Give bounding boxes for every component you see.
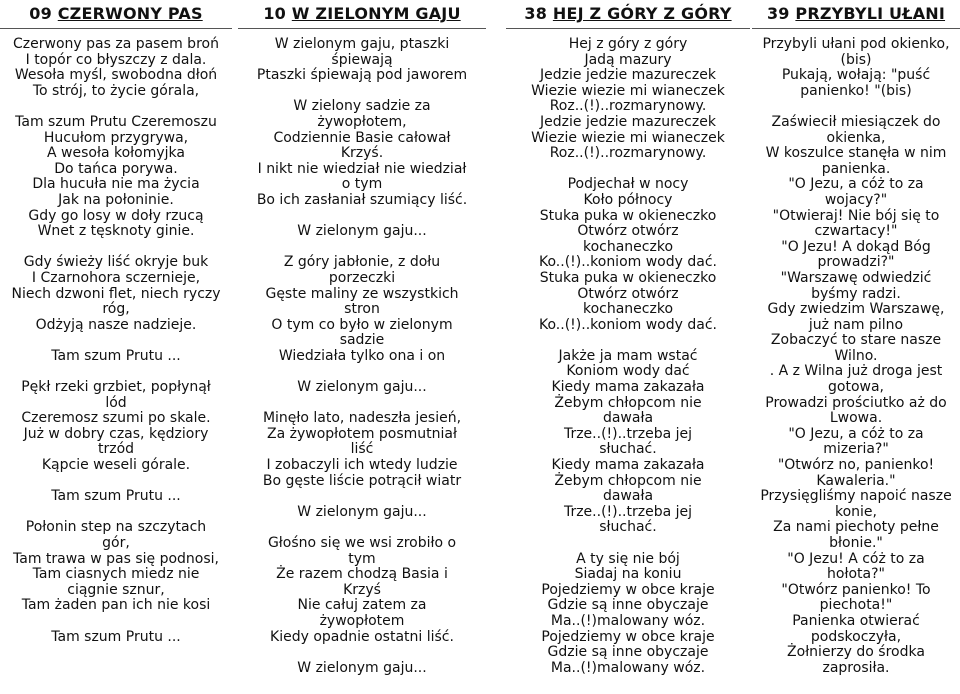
- lyric-line: Żołnierzy do środka: [787, 644, 925, 661]
- lyric-line: Pękł rzeki grzbiet, popłynął: [21, 379, 211, 396]
- lyric-line: A wesoła kołomyjka: [47, 145, 185, 162]
- lyric-line: "O Jezu, a cóż to za: [788, 176, 924, 193]
- lyric-line: panienka.: [821, 160, 891, 177]
- lyric-line: Czeremosz szumi po skale.: [21, 410, 211, 427]
- lyric-line: Tam szum Prutu Czeremoszu: [15, 113, 217, 130]
- lyric-line: Kiedy opadnie ostatni liść.: [270, 628, 454, 645]
- lyric-line: Wiedziała tylko ona i on: [278, 347, 446, 364]
- song-lyrics: [506, 37, 750, 676]
- lyric-line: Kiedy mama zakazała: [551, 379, 705, 396]
- lyric-line: panienko! "(bis): [800, 82, 912, 99]
- lyric-line: Gdzie są inne obyczaje: [547, 644, 709, 661]
- lyric-line: "Warszawę odwiedzić: [780, 269, 932, 286]
- song-number: 39: [766, 4, 790, 23]
- lyric-line: Wiezie wiezie mi wianeczek: [531, 129, 725, 146]
- lyric-line: Ko..(!)..koniom wody dać.: [539, 316, 717, 333]
- lyric-line: sadzie: [339, 332, 385, 349]
- lyric-line: tym: [348, 550, 376, 567]
- lyric-line: Koniom wody dać: [566, 363, 690, 380]
- stanza: [0, 489, 232, 505]
- stanza: [0, 520, 232, 614]
- lyric-line: czwartacy!": [814, 223, 898, 240]
- stanza: [0, 37, 232, 99]
- lyric-line: Pojedziemy w obce kraje: [541, 628, 715, 645]
- lyric-line: W zielonym gaju...: [297, 379, 427, 396]
- stanza: [238, 255, 486, 364]
- lyric-line: Żebym chłopcom nie: [554, 472, 702, 489]
- lyric-line: żywopłotem,: [317, 113, 407, 130]
- song-title: W ZIELONYM GAJU: [291, 4, 461, 23]
- lyric-line: lód: [105, 394, 127, 411]
- lyric-line: gotowa,: [828, 379, 884, 396]
- song-number: 10: [263, 4, 287, 23]
- stanza: [506, 552, 750, 677]
- stanza: [238, 536, 486, 645]
- lyric-line: Za nami piechoty pełne: [773, 519, 939, 536]
- lyric-line: Hej z góry z góry: [568, 36, 688, 52]
- lyric-line: Już w dobry czas, kędziory: [23, 425, 209, 442]
- stanza: [752, 37, 960, 99]
- stanza: [0, 255, 232, 333]
- lyric-line: Prowadzi prościutko aż do: [765, 394, 947, 411]
- lyric-line: Trze..(!)..trzeba jej: [563, 425, 693, 442]
- lyric-line: dawała: [602, 410, 654, 427]
- lyric-line: Otwórz otwórz: [577, 223, 679, 240]
- lyric-line: W koszulce stanęła w nim: [765, 145, 947, 162]
- song-heading: [238, 0, 486, 27]
- lyric-line: A ty się nie bój: [576, 550, 680, 567]
- stanza: [506, 37, 750, 162]
- lyric-line: Zobaczyć to stare nasze: [770, 332, 942, 349]
- lyric-line: kochaneczko: [582, 238, 674, 255]
- lyric-line: błonie.": [829, 535, 883, 551]
- lyric-line: Bo ich zasłaniał szumiący liść.: [256, 191, 468, 208]
- heading-divider: [506, 28, 750, 29]
- heading-divider: [238, 28, 486, 29]
- lyric-line: Odżyją nasze nadzieje.: [35, 316, 197, 333]
- stanza: [238, 224, 486, 240]
- lyric-line: o tym: [341, 176, 383, 193]
- song-lyrics: [238, 37, 486, 676]
- lyric-line: Dla hucuła nie ma życia: [32, 176, 200, 193]
- lyric-line: porzeczki: [328, 269, 396, 286]
- song-column-10: [238, 0, 486, 694]
- lyric-line: okienka,: [826, 129, 886, 146]
- stanza: [238, 505, 486, 521]
- heading-divider: [752, 28, 960, 29]
- lyric-line: Jak na połoninie.: [58, 191, 174, 208]
- lyric-line: Gdzie są inne obyczaje: [547, 597, 709, 614]
- lyric-line: Roz..(!)..rozmarynowy.: [549, 98, 707, 115]
- lyric-line: Jedzie jedzie mazureczek: [540, 67, 716, 84]
- lyric-line: Gdy go losy w doły rzucą: [28, 207, 204, 224]
- lyric-line: słuchać.: [599, 519, 657, 536]
- lyric-line: Tam szum Prutu ...: [51, 347, 181, 364]
- stanza: [0, 115, 232, 240]
- lyric-line: dawała: [602, 488, 654, 505]
- stanza: [506, 177, 750, 333]
- lyric-line: Żebym chłopcom nie: [554, 394, 702, 411]
- lyric-line: żywopłotem: [319, 612, 405, 629]
- stanza: [238, 380, 486, 396]
- lyric-line: W zielony sadzie za: [293, 98, 431, 115]
- lyric-line: "Otwieraj! Nie bój się to: [772, 207, 940, 224]
- lyric-line: gór,: [102, 535, 130, 551]
- lyric-line: Tam trawa w pas się podnosi,: [13, 550, 219, 567]
- song-lyrics: [0, 37, 232, 645]
- stanza: [238, 411, 486, 489]
- lyric-line: Zaświecił miesiączek do: [771, 113, 941, 130]
- lyric-line: byśmy radzi.: [811, 285, 901, 302]
- lyric-line: Ma..(!)malowany wóz.: [550, 612, 706, 629]
- lyric-line: Roz..(!)..rozmarynowy.: [549, 145, 707, 162]
- lyric-line: Stuka puka w okieneczko: [539, 207, 717, 224]
- lyric-line: Jakże ja mam wstać: [558, 347, 698, 364]
- stanza: [238, 661, 486, 677]
- lyric-line: hołota?": [827, 566, 885, 583]
- lyric-line: W zielonym gaju...: [297, 659, 427, 676]
- lyric-line: W zielonym gaju...: [297, 223, 427, 240]
- lyric-line: O tym co było w zielonym: [271, 316, 453, 333]
- song-heading: [0, 0, 232, 27]
- lyric-line: W zielonym gaju...: [297, 503, 427, 520]
- lyric-line: Przysięgliśmy napoić nasze: [760, 488, 952, 505]
- heading-divider: [0, 28, 232, 29]
- lyric-line: Krzyś: [343, 581, 381, 598]
- lyric-line: (bis): [840, 51, 872, 68]
- lyric-line: śpiewają: [331, 51, 393, 68]
- lyric-line: Wnet z tęsknoty ginie.: [37, 223, 195, 240]
- lyric-line: Wesoła myśl, swobodna dłoń: [14, 67, 218, 84]
- lyric-line: Ko..(!)..koniom wody dać.: [539, 254, 717, 271]
- lyric-line: Głośno się we wsi zrobiło o: [267, 535, 457, 551]
- lyric-line: Nie całuj zatem za: [297, 597, 427, 614]
- lyric-line: konie,: [835, 503, 877, 520]
- lyric-line: "Otwórz panienko! To: [781, 581, 931, 598]
- song-title: HEJ Z GÓRY Z GÓRY: [552, 4, 732, 23]
- song-heading: [752, 0, 960, 27]
- song-heading: [506, 0, 750, 27]
- lyric-line: Jedzie jedzie mazureczek: [540, 113, 716, 130]
- song-column-38: [506, 0, 750, 694]
- lyric-line: Gdy zwiedzim Warszawę,: [767, 301, 945, 318]
- lyric-line: Pojedziemy w obce kraje: [541, 581, 715, 598]
- song-title: CZERWONY PAS: [57, 4, 203, 23]
- lyric-line: mizeria?": [823, 441, 889, 458]
- stanza: [0, 349, 232, 365]
- lyric-line: ciągnie sznur,: [67, 581, 165, 598]
- lyric-line: róg,: [102, 301, 130, 318]
- lyric-line: Za żywopłotem posmutniał: [267, 425, 457, 442]
- lyric-line: kochaneczko: [582, 301, 674, 318]
- lyric-line: piechota!": [819, 597, 893, 614]
- song-lyrics: [752, 37, 960, 676]
- lyric-line: "Otwórz no, panienko!: [777, 457, 935, 474]
- lyric-line: Niech dzwoni flet, niech ryczy: [11, 285, 221, 302]
- song-column-39: [752, 0, 960, 694]
- lyric-line: wojacy?": [824, 191, 888, 208]
- lyric-line: Hucułom przygrywa,: [43, 129, 189, 146]
- lyric-line: Tam szum Prutu ...: [51, 488, 181, 505]
- lyric-line: Wilno.: [834, 347, 878, 364]
- stanza: [238, 99, 486, 208]
- lyric-line: słuchać.: [599, 441, 657, 458]
- lyric-line: I topór co błyszczy z dala.: [25, 51, 207, 68]
- lyric-line: już nam pilno: [808, 316, 904, 333]
- lyric-line: Pukają, wołają: "puść: [781, 67, 931, 84]
- lyric-line: Że razem chodzą Basia i: [276, 566, 448, 583]
- lyric-line: Przybyli ułani pod okienko,: [762, 36, 950, 52]
- lyric-line: Kąpcie weseli górale.: [41, 457, 191, 474]
- lyric-line: liść: [350, 441, 374, 458]
- lyric-line: . A z Wilna już droga jest: [769, 363, 943, 380]
- lyric-line: Tam ciasnych miedz nie: [32, 566, 200, 583]
- lyric-line: Stuka puka w okieneczko: [539, 269, 717, 286]
- lyric-line: Kawaleria.": [816, 472, 896, 489]
- stanza: [238, 37, 486, 84]
- lyric-line: "O Jezu, a cóż to za: [788, 425, 924, 442]
- lyric-line: Jadą mazury: [584, 51, 672, 68]
- lyric-line: podskoczyła,: [810, 628, 902, 645]
- lyric-line: W zielonym gaju, ptaszki: [274, 36, 450, 52]
- lyric-line: Gęste maliny ze wszystkich: [265, 285, 459, 302]
- lyric-line: I Czarnohora sczernieje,: [31, 269, 201, 286]
- lyric-line: Minęło lato, nadeszła jesień,: [262, 410, 462, 427]
- lyric-line: Codziennie Basie całował: [273, 129, 451, 146]
- stanza: [0, 380, 232, 474]
- lyric-line: prowadzi?": [817, 254, 895, 271]
- lyric-line: Krzyś.: [340, 145, 384, 162]
- lyric-line: "O Jezu! A dokąd Bóg: [781, 238, 931, 255]
- lyric-line: I nikt nie wiedział nie wiedział: [257, 160, 467, 177]
- song-number: 09: [29, 4, 52, 23]
- lyric-line: Koło północy: [583, 191, 673, 208]
- lyric-line: zaprosiła.: [822, 659, 890, 676]
- lyric-line: Siadaj na koniu: [574, 566, 682, 583]
- lyric-line: Bo gęste liście potrącił wiatr: [262, 472, 462, 489]
- song-number: 38: [524, 4, 548, 23]
- lyric-line: Podjechał w nocy: [567, 176, 689, 193]
- lyric-line: trzód: [97, 441, 135, 458]
- lyric-line: Panienka otwierać: [792, 612, 920, 629]
- lyric-line: Połonin step na szczytach: [25, 519, 207, 536]
- lyric-line: Tam żaden pan ich nie kosi: [21, 597, 211, 614]
- stanza: [506, 349, 750, 536]
- lyric-line: "O Jezu! A cóż to za: [787, 550, 925, 567]
- lyric-line: Lwowa.: [829, 410, 883, 427]
- lyric-line: Do tańca porywa.: [54, 160, 178, 177]
- lyric-line: Z góry jabłonie, z dołu: [283, 254, 441, 271]
- lyric-line: Gdy świeży liść okryje buk: [23, 254, 209, 271]
- lyric-line: Kiedy mama zakazała: [551, 457, 705, 474]
- song-column-09: [0, 0, 232, 694]
- lyric-line: Trze..(!)..trzeba jej: [563, 503, 693, 520]
- song-title: PRZYBYLI UŁANI: [795, 4, 946, 23]
- stanza: [0, 630, 232, 646]
- lyric-line: Czerwony pas za pasem broń: [13, 36, 219, 52]
- lyric-line: Ptaszki śpiewają pod jaworem: [256, 67, 468, 84]
- lyric-line: Wiezie wiezie mi wianeczek: [531, 82, 725, 99]
- lyric-line: Otwórz otwórz: [577, 285, 679, 302]
- lyric-line: To strój, to życie górala,: [32, 82, 200, 99]
- lyric-line: Tam szum Prutu ...: [51, 628, 181, 645]
- stanza: [752, 115, 960, 676]
- lyric-line: Ma..(!)malowany wóz.: [550, 659, 706, 676]
- lyric-line: I zobaczyli ich wtedy ludzie: [266, 457, 458, 474]
- lyric-line: stron: [344, 301, 380, 318]
